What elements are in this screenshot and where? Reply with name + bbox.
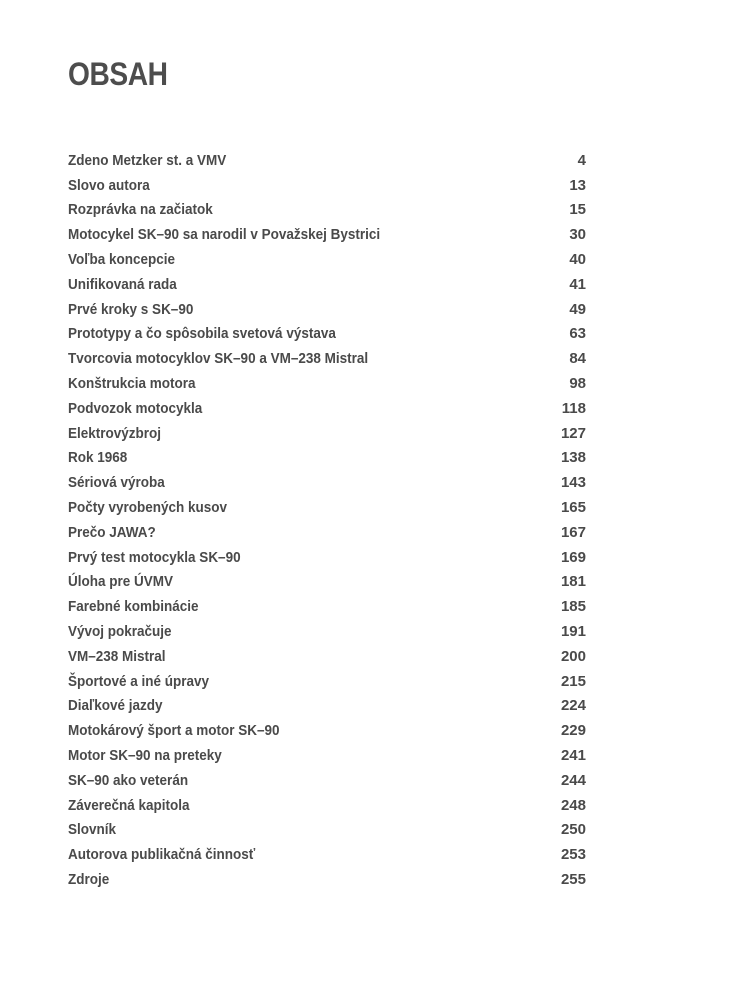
toc-entry <box>68 669 586 694</box>
toc-entry-page-number: 215 <box>560 672 586 690</box>
toc-entry-page-number: 143 <box>560 474 586 492</box>
toc-entry <box>68 272 586 297</box>
toc-entry-page-number: 30 <box>569 226 586 244</box>
toc-entry-title: Elektrovýzbroj <box>68 424 162 442</box>
toc-entry-page-number: 40 <box>569 251 586 269</box>
toc-entry-title: Športové a iné úpravy <box>68 672 210 690</box>
toc-entry-title: Podvozok motocykla <box>68 399 203 417</box>
toc-entry <box>68 520 586 545</box>
toc-entry <box>68 867 586 892</box>
toc-entry-title: Rok 1968 <box>68 449 128 467</box>
toc-entry-page-number: 253 <box>560 846 586 864</box>
toc-entry <box>68 396 586 421</box>
toc-entry-title: Motocykel SK–90 sa narodil v Považskej Bystrici <box>68 226 381 244</box>
toc-entry-title: Úloha pre ÚVMV <box>68 573 174 591</box>
toc-entry <box>68 322 586 347</box>
toc-entry-title: Slovník <box>68 821 117 839</box>
toc-entry-page-number: 138 <box>560 449 586 467</box>
toc-entry-page-number: 165 <box>560 499 586 517</box>
toc-entry-title: Rozprávka na začiatok <box>68 201 213 219</box>
toc-entry <box>68 818 586 843</box>
toc-entry <box>68 148 586 173</box>
toc-entry <box>68 594 586 619</box>
toc-entry <box>68 222 586 247</box>
toc-entry-page-number: 167 <box>560 523 586 541</box>
toc-entry-page-number: 191 <box>560 623 586 641</box>
toc-entry-page-number: 255 <box>560 871 586 888</box>
toc-entry-page-number: 4 <box>577 151 586 169</box>
toc-entry <box>68 173 586 198</box>
toc-entry <box>68 470 586 495</box>
toc-entry-page-number: 200 <box>560 647 586 665</box>
toc-entry-title: Vývoj pokračuje <box>68 623 172 641</box>
toc-entry-title: Autorova publikačná činnosť <box>68 846 256 864</box>
toc-entry <box>68 371 586 396</box>
toc-entry-page-number: 118 <box>561 399 586 417</box>
toc-entry-title: Diaľkové jazdy <box>68 697 163 715</box>
toc-entry-page-number: 224 <box>560 697 586 715</box>
toc-entry-page-number: 185 <box>560 598 586 616</box>
toc-entry <box>68 198 586 223</box>
toc-entry <box>68 570 586 595</box>
toc-entry <box>68 644 586 669</box>
toc-entry-title: Prvý test motocykla SK–90 <box>68 548 241 566</box>
toc-entry <box>68 421 586 446</box>
toc-entry <box>68 768 586 793</box>
toc-entry <box>68 743 586 768</box>
toc-entry <box>68 346 586 371</box>
toc-entry-title: Zdroje <box>68 871 110 888</box>
toc-entry-title: SK–90 ako veterán <box>68 771 189 789</box>
toc-entry-page-number: 229 <box>560 722 586 740</box>
toc-entry <box>68 694 586 719</box>
toc-entry-page-number: 13 <box>569 176 586 194</box>
toc-entry-title: Prototypy a čo spôsobila svetová výstava <box>68 325 336 343</box>
toc-entry-title: Motokárový šport a motor SK–90 <box>68 722 280 740</box>
toc-entry-title: Prečo JAWA? <box>68 523 156 541</box>
table-of-contents <box>68 148 586 892</box>
toc-entry-title: Farebné kombinácie <box>68 598 199 616</box>
toc-entry-title: Zdeno Metzker st. a VMV <box>68 151 227 169</box>
toc-entry <box>68 718 586 743</box>
toc-entry-page-number: 98 <box>569 375 586 393</box>
toc-entry-title: Tvorcovia motocyklov SK–90 a VM–238 Mistral <box>68 350 369 368</box>
toc-entry-page-number: 169 <box>560 548 586 566</box>
toc-entry-title: Počty vyrobených kusov <box>68 499 228 517</box>
toc-entry-page-number: 181 <box>560 573 586 591</box>
toc-entry-page-number: 241 <box>560 747 586 765</box>
toc-entry-page-number: 127 <box>560 424 586 442</box>
toc-entry <box>68 619 586 644</box>
toc-entry-title: Prvé kroky s SK–90 <box>68 300 194 318</box>
toc-entry-page-number: 15 <box>569 201 586 219</box>
toc-entry-title: Záverečná kapitola <box>68 796 190 814</box>
toc-entry-title: Voľba koncepcie <box>68 251 175 269</box>
toc-entry-title: VM–238 Mistral <box>68 647 166 665</box>
toc-entry <box>68 247 586 272</box>
toc-entry <box>68 446 586 471</box>
toc-entry <box>68 793 586 818</box>
toc-entry-title: Unifikovaná rada <box>68 275 177 293</box>
page-title: OBSAH <box>68 56 168 92</box>
toc-entry-page-number: 41 <box>569 275 586 293</box>
toc-entry <box>68 297 586 322</box>
toc-entry <box>68 545 586 570</box>
toc-entry-page-number: 84 <box>569 350 586 368</box>
toc-entry-title: Slovo autora <box>68 176 150 194</box>
toc-entry-page-number: 248 <box>560 796 586 814</box>
toc-entry <box>68 495 586 520</box>
toc-entry-title: Sériová výroba <box>68 474 165 492</box>
toc-entry-page-number: 244 <box>560 771 586 789</box>
toc-entry-title: Motor SK–90 na preteky <box>68 747 222 765</box>
toc-entry-page-number: 49 <box>569 300 586 318</box>
toc-entry-page-number: 63 <box>569 325 586 343</box>
toc-entry <box>68 842 586 867</box>
toc-entry-page-number: 250 <box>560 821 586 839</box>
toc-entry-title: Konštrukcia motora <box>68 375 196 393</box>
